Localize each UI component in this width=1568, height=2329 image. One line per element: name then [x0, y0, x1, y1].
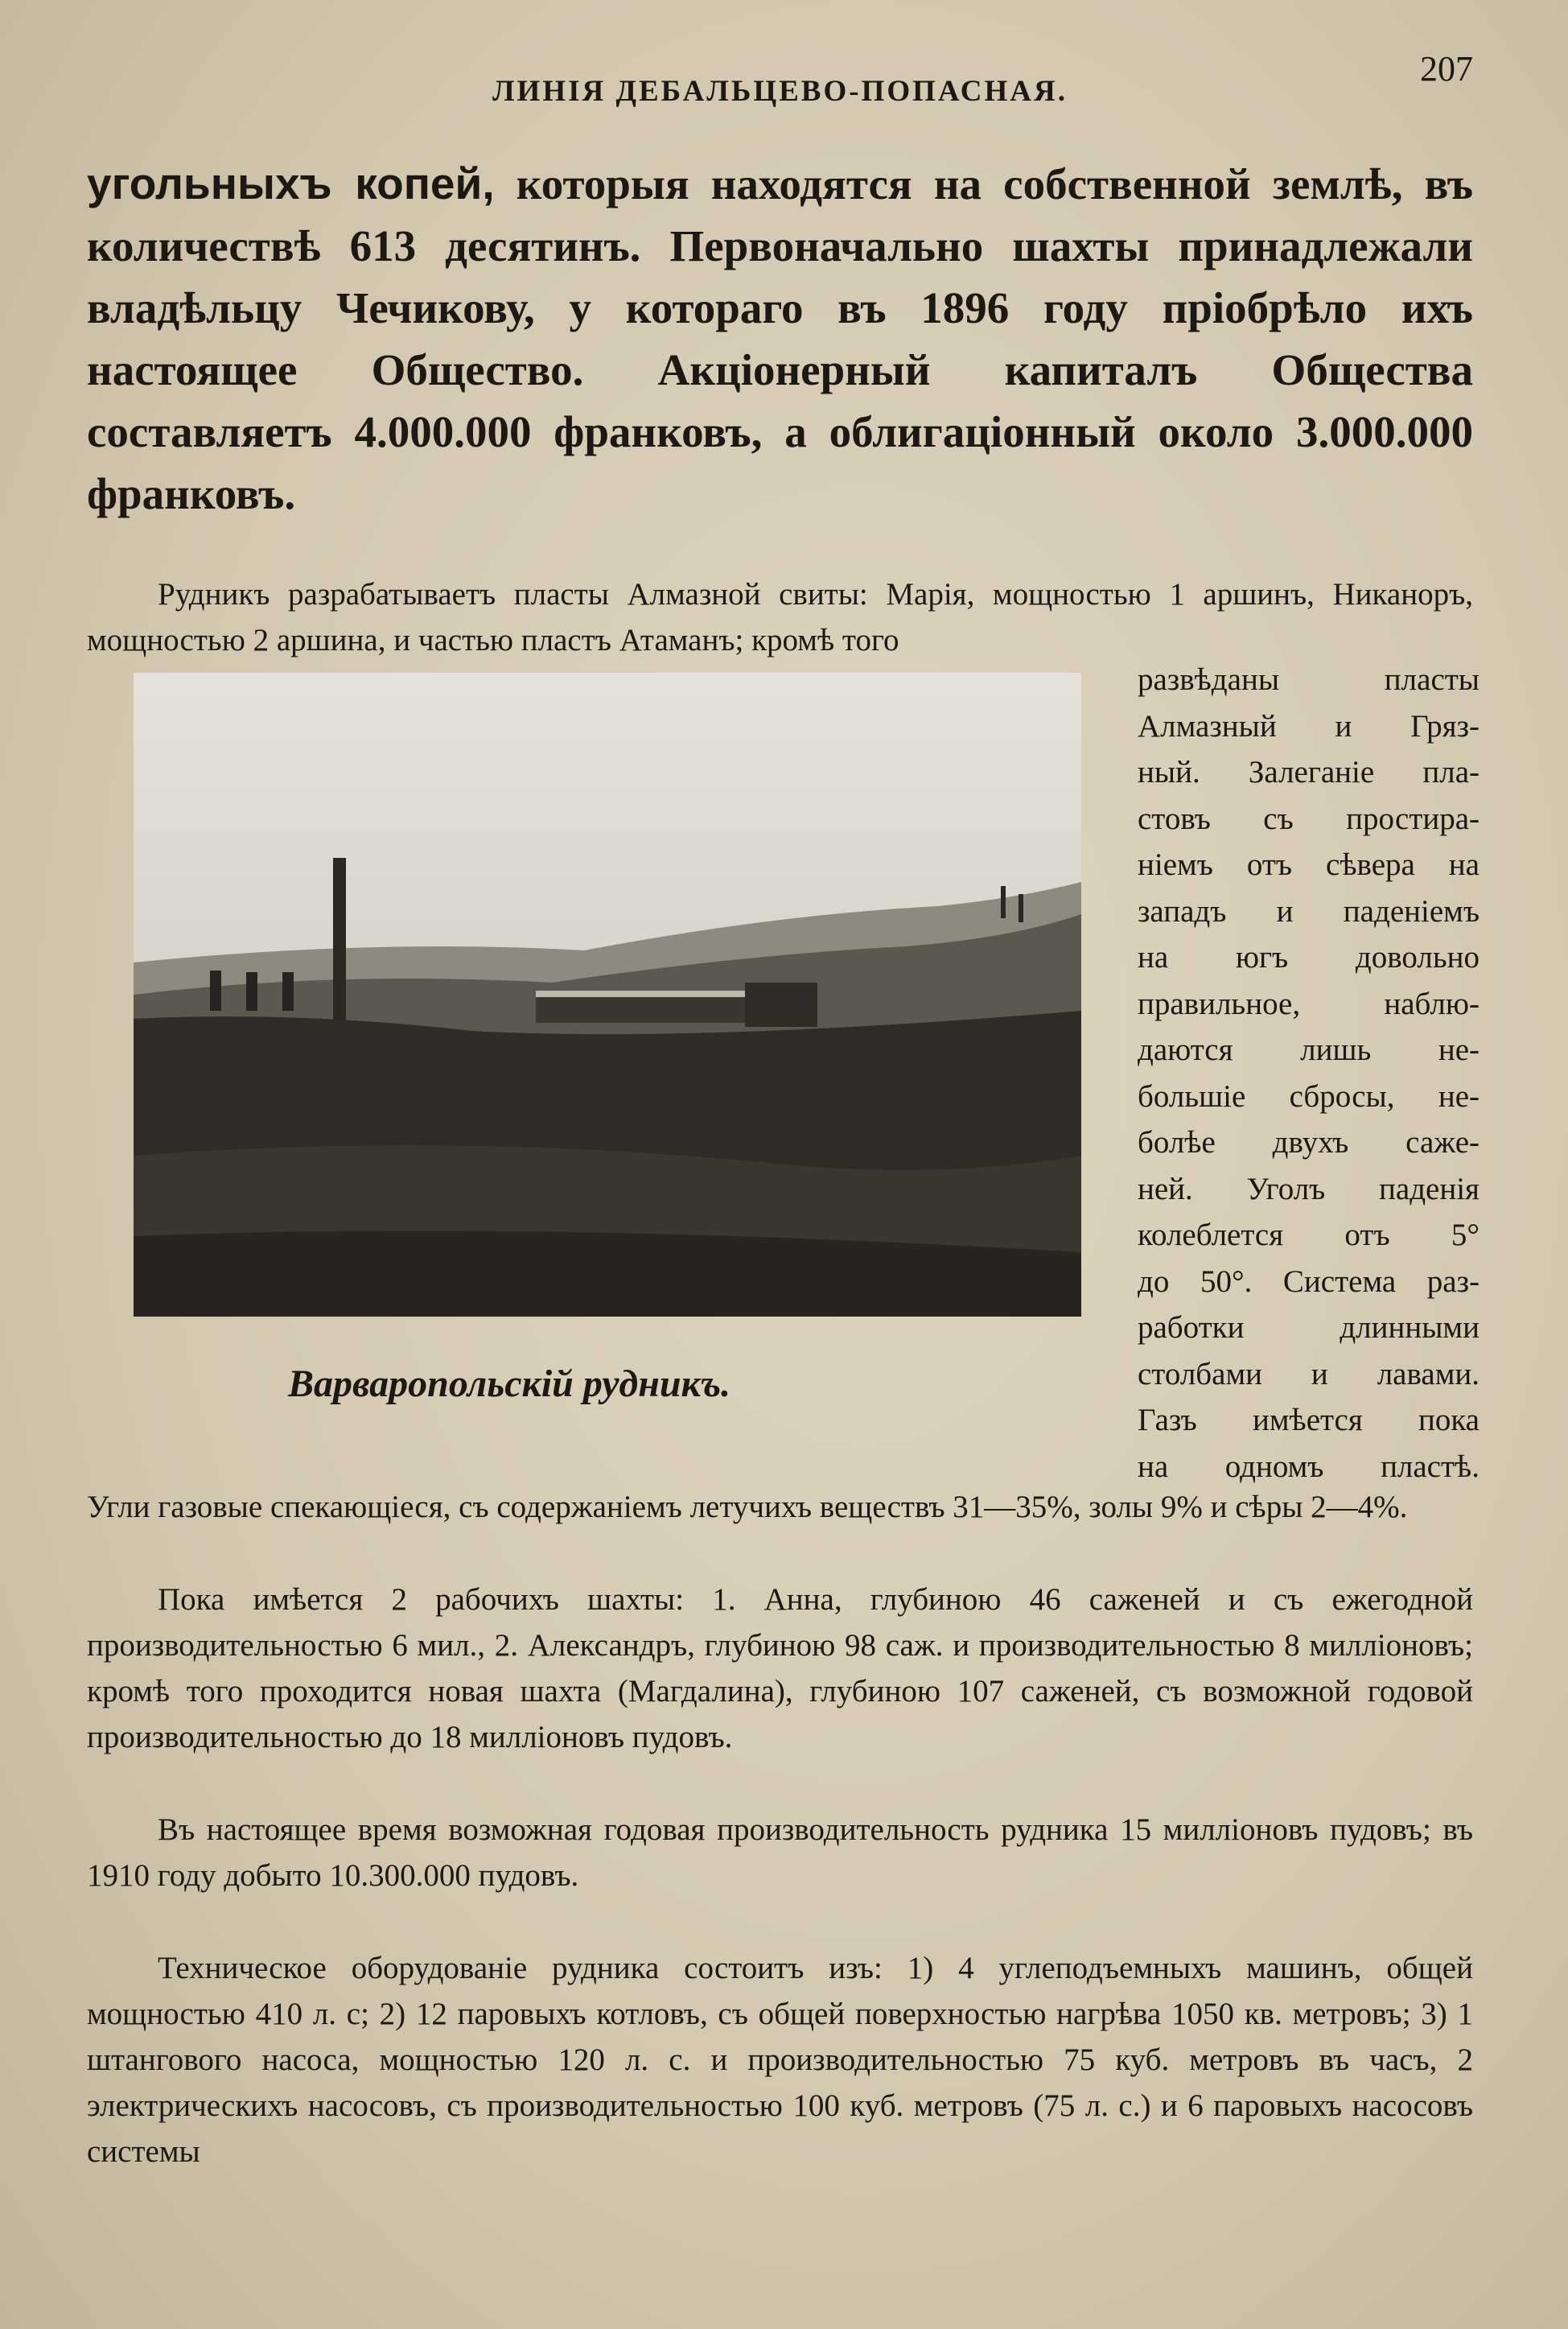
paragraph-coal-composition: Угли газовые спекающіеся, съ содержаніемъ летучихъ веществъ 31—35%, золы 9% и сѣры 2—4%. [87, 1490, 1408, 1524]
side-text-line: столбами и лавами. [1138, 1356, 1480, 1391]
side-text-line: ный. Залеганіе пла- [1138, 755, 1480, 789]
running-head [87, 0, 1473, 121]
side-text-line: ней. Уголъ паденія [1138, 1171, 1480, 1206]
side-text-line: даются лишь не- [1138, 1033, 1480, 1067]
side-text-line: западъ и паденіемъ [1138, 893, 1480, 929]
side-text-line: большіе сбросы, не- [1138, 1078, 1480, 1114]
side-text-line: Алмазный и Гряз- [1138, 708, 1480, 744]
paragraph-mine-seams: Рудникъ разрабатываетъ пласты Алмазной свиты: Марія, мощностью 1 аршинъ, Никаноръ, мощностью 2 аршина, и частью пластъ Атаманъ; кромѣ того [87, 577, 1473, 657]
side-text-line: болѣе двухъ саже- [1138, 1125, 1480, 1160]
page-number: 207 [1420, 49, 1473, 89]
side-text-line: колеблется отъ 5° [1138, 1218, 1480, 1252]
figure-block [87, 662, 1480, 1484]
running-title: ЛИНІЯ ДЕБАЛЬЦЕВО-ПОПАСНАЯ. [492, 75, 1068, 108]
paragraph-production: Въ настоящее время возможная годовая производительность рудника 15 милліоновъ пудовъ; въ 1910 году добыто 10.300.000 пудовъ. [87, 1812, 1473, 1893]
side-text-line: развѣданы пласты [1138, 662, 1480, 697]
side-text-line: работки длинными [1138, 1310, 1480, 1345]
lead-paragraph [87, 153, 1473, 525]
paragraph-equipment: Техническое оборудованіе рудника состоитъ изъ: 1) 4 углеподъемныхъ машинъ, общей мощностью 410 л. с; 2) 12 паровыхъ котловъ, съ общей поверхностью нагрѣва 1050 кв. метровъ; 3) 1 штангового насоса, мощностью 120 л. с. и производительностью 75 куб. метровъ въ часъ, 2 электрическихъ насосовъ, съ производительностью 100 куб. метровъ (75 л. с.) и 6 паровыхъ насосовъ системы [87, 1951, 1473, 2169]
figure-caption: Варваропольскій рудникъ. [288, 1362, 731, 1405]
side-text-line: на югъ довольно [1138, 940, 1480, 975]
paragraph-shafts: Пока имѣется 2 рабочихъ шахты: 1. Анна, глубиною 46 саженей и съ ежегодной производительностью 6 мил., 2. Александръ, глубиною 98 саж. и производительностью 8 милліоновъ; кромѣ того проходится новая шахта (Магдалина), глубиною 107 саженей, съ возможной годовой производительностью до 18 милліоновъ пудовъ. [87, 1582, 1473, 1754]
side-text-line: Газъ имѣется пока [1138, 1403, 1480, 1437]
wrapped-side-text [1138, 657, 1480, 1490]
paragraph-gap [87, 1530, 1473, 1577]
side-text-line: правильное, наблю- [1138, 986, 1480, 1021]
side-text-line: ніемъ отъ сѣвера на [1138, 847, 1480, 882]
lead-bold-start: угольныхъ копей, [87, 159, 495, 208]
paragraph-gap [87, 1898, 1473, 1945]
lead-text: которыя находятся на собственной землѣ, въ количествѣ 613 десятинъ. Первоначально шахты принадлежали владѣльцу Чечикову, у котораго въ 1896 году пріобрѣло ихъ настоящее Общество. Акціонерный капиталъ Общества составляетъ 4.000.000 франковъ, а облигаціонный около 3.000.000 франковъ. [87, 159, 1473, 518]
side-text-line: стовъ съ простира- [1138, 801, 1480, 836]
paragraph-gap [87, 1760, 1473, 1807]
mine-landscape-illustration [134, 673, 1081, 1317]
side-text-line: на одномъ пластѣ. [1138, 1449, 1480, 1484]
side-text-line: до 50°. Система раз- [1138, 1263, 1480, 1299]
mine-photograph [134, 673, 1081, 1317]
